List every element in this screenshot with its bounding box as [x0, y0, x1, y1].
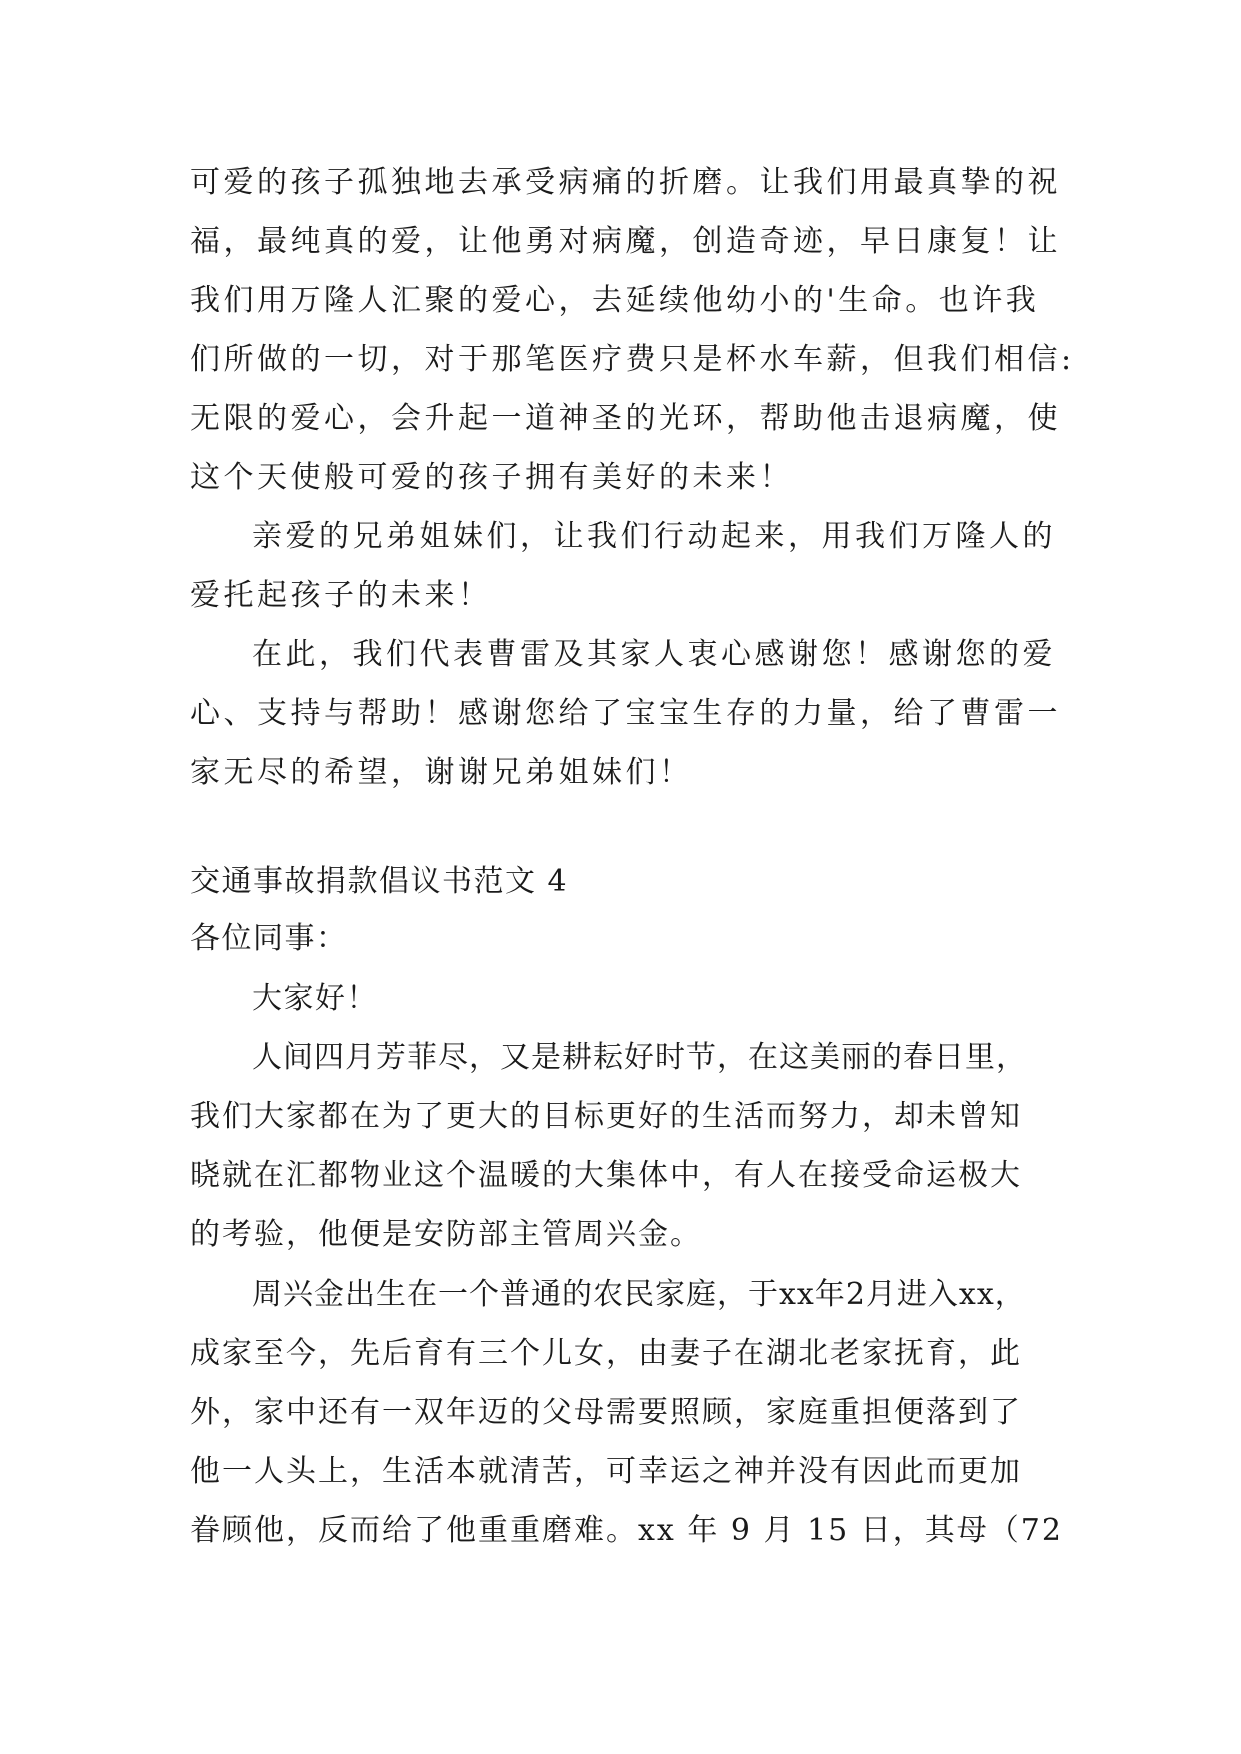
paragraph-line: 成家至今，先后育有三个儿女，由妻子在湖北老家抚育，此 — [190, 1336, 1022, 1371]
paragraph-line: 人间四月芳菲尽，又是耕耘好时节，在这美丽的春日里， — [252, 1040, 1027, 1075]
paragraph-line: 心、支持与帮助！感谢您给了宝宝生存的力量，给了曹雷一 — [190, 696, 1061, 731]
paragraph-line: 周兴金出生在一个普通的农民家庭，于xx年2月进入xx， — [252, 1277, 1026, 1312]
paragraph-line: 们所做的一切，对于那笔医疗费只是杯水车薪，但我们相信: — [190, 342, 1075, 377]
paragraph-line: 可爱的孩子孤独地去承受病痛的折磨。让我们用最真挚的祝 — [190, 165, 1061, 200]
paragraph-line: 在此，我们代表曹雷及其家人衷心感谢您！感谢您的爱 — [252, 637, 1056, 672]
paragraph-line: 我们用万隆人汇聚的爱心，去延续他幼小的'生命。也许我 — [190, 283, 1040, 318]
paragraph-line: 他一人头上，生活本就清苦，可幸运之神并没有因此而更加 — [190, 1454, 1022, 1489]
paragraph-line: 这个天使般可爱的孩子拥有美好的未来！ — [190, 460, 793, 495]
greeting: 大家好！ — [252, 981, 378, 1016]
paragraph-line: 的考验，他便是安防部主管周兴金。 — [190, 1217, 702, 1252]
paragraph-line: 我们大家都在为了更大的目标更好的生活而努力，却未曾知 — [190, 1099, 1022, 1134]
paragraph-line: 福，最纯真的爱，让他勇对病魔，创造奇迹，早日康复！让 — [190, 224, 1061, 259]
paragraph-line: 晓就在汇都物业这个温暖的大集体中，有人在接受命运极大 — [190, 1158, 1022, 1193]
paragraph-line: 爱托起孩子的未来！ — [190, 578, 492, 613]
section-heading: 交通事故捐款倡议书范文 4 — [190, 864, 569, 899]
paragraph-line: 无限的爱心，会升起一道神圣的光环，帮助他击退病魔，使 — [190, 401, 1061, 436]
paragraph-line: 亲爱的兄弟姐妹们，让我们行动起来，用我们万隆人的 — [252, 519, 1056, 554]
paragraph-line: 家无尽的希望，谢谢兄弟姐妹们！ — [190, 755, 693, 790]
salutation: 各位同事： — [190, 921, 348, 956]
paragraph-line: 眷顾他，反而给了他重重磨难。xx 年 9 月 15 日，其母（72 — [190, 1513, 1063, 1548]
paragraph-line: 外，家中还有一双年迈的父母需要照顾，家庭重担便落到了 — [190, 1395, 1022, 1430]
